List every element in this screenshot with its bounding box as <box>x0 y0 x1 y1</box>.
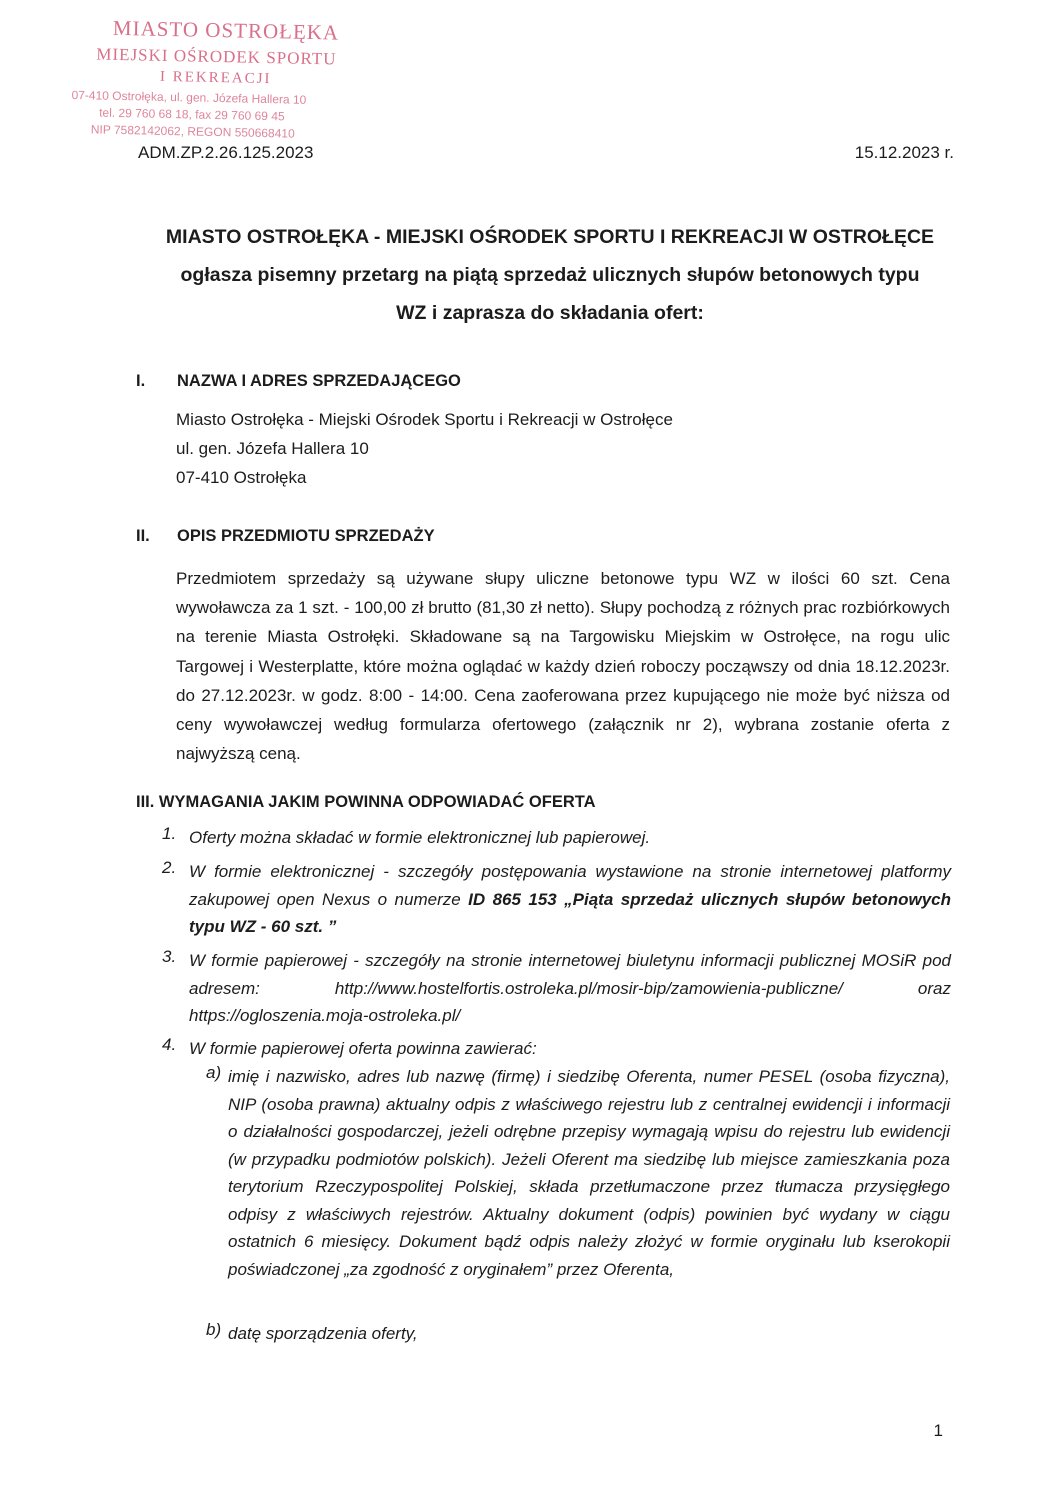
stamp-line: tel. 29 760 68 18, fax 29 760 69 45 <box>99 105 285 124</box>
page-number: 1 <box>933 1421 943 1440</box>
page-title-line: WZ i zaprasza do składania ofert: <box>396 302 704 324</box>
list-number: 3. <box>162 947 177 966</box>
section-number: I. <box>136 372 146 390</box>
sub-list-text: imię i nazwisko, adres lub nazwę (firmę) i siedzibę Oferenta, numer PESEL (osoba fizyczna), NIP (osoba prawna) aktualny odpis z właściwego rejestru lub z centralnej ewidencji i informacji o działalności gospodarczej, jeżeli odrębne przepisy wymagają wpisu do rejestru lub ewidencji (w przypadku podmiotów polskich). Jeżeli Oferent ma siedzibę lub miejsce zamieszkania poza terytorium Rzeczypospolitej Polskiej, składa przetłumaczone przez tłumacza przysięgłego odpisy z właściwych rejestrów. Aktualny dokument (odpis) powinien być wydany w ciągu ostatnich 6 miesięcy. Dokument bądź odpis należy złożyć w formie oryginału lub kserokopii poświadczonej „za zgodność z oryginałem” przez Oferenta, <box>228 1067 950 1279</box>
seller-city: 07-410 Ostrołęka <box>176 468 307 487</box>
tender-id: ID 865 153 „Piąta sprzedaż ulicznych słupów betonowych typu WZ - 60 szt. ” <box>189 889 951 936</box>
sub-list-letter: a) <box>206 1063 222 1082</box>
section-heading: III. WYMAGANIA JAKIM POWINNA ODPOWIADAĆ OFERTA <box>136 793 596 811</box>
stamp-line: 07-410 Ostrołęka, ul. gen. Józefa Hallera 10 <box>71 87 307 107</box>
reference-number: ADM.ZP.2.26.125.2023 <box>138 143 314 162</box>
list-text: W formie papierowej - szczegóły na stronie internetowej biuletynu informacji publicznej MOSiR pod adresem: http://www.hostelfortis.ostroleka.pl/mosir-bip/zamowienia-publiczne/ oraz https://ogloszenia.moja-ostroleka.pl/ <box>189 951 951 1025</box>
section-heading: OPIS PRZEDMIOTU SPRZEDAŻY <box>177 527 435 545</box>
list-number: 1. <box>162 824 177 843</box>
stamp-line: NIP 7582142062, REGON 550668410 <box>90 122 295 141</box>
institution-stamp <box>61 9 374 140</box>
document-date: 15.12.2023 r. <box>854 143 954 162</box>
sale-description: Przedmiotem sprzedaży są używane słupy uliczne betonowe typu WZ w ilości 60 szt. Cena wywoławcza za 1 szt. - 100,00 zł brutto (81,30 zł netto). Słupy pochodzą z różnych prac rozbiórkowych na terenie Miasta Ostrołęki. Składowane są na Targowisku Miejskim w Ostrołęce, na rogu ulic Targowej i Westerplatte, które można oglądać w każdy dzień roboczy począwszy od dnia 18.12.2023r. do 27.12.2023r. w godz. 8:00 - 14:00. Cena zaoferowana przez kupującego nie może być niższa od ceny wywoławczej według formularza ofertowego (załącznik nr 2), wybrana zostanie oferta z najwyższą ceną. <box>176 569 950 764</box>
seller-street: ul. gen. Józefa Hallera 10 <box>176 439 369 458</box>
stamp-line: I REKREACJI <box>159 68 272 88</box>
list-number: 4. <box>162 1035 177 1054</box>
page-title: MIASTO OSTROŁĘKA - MIEJSKI OŚRODEK SPORTU I REKREACJI W OSTROŁĘCE <box>165 226 935 248</box>
section-heading: NAZWA I ADRES SPRZEDAJĄCEGO <box>177 372 461 390</box>
stamp-line: MIASTO OSTROŁĘKA <box>112 15 340 45</box>
sub-list-text: datę sporządzenia oferty, <box>228 1324 418 1343</box>
list-text: Oferty można składać w formie elektronicznej lub papierowej. <box>189 828 651 847</box>
stamp-line: MIEJSKI OŚRODEK SPORTU <box>96 44 337 69</box>
sub-list-letter: b) <box>206 1320 222 1339</box>
page-title-line: ogłasza pisemny przetarg na piątą sprzedaż ulicznych słupów betonowych typu <box>180 264 920 286</box>
section-number: II. <box>136 527 150 545</box>
seller-name: Miasto Ostrołęka - Miejski Ośrodek Sportu i Rekreacji w Ostrołęce <box>176 410 673 429</box>
list-text: W formie papierowej oferta powinna zawierać: <box>189 1039 537 1058</box>
list-text: W formie elektronicznej - szczegóły postępowania wystawione na stronie internetowej platformy zakupowej open Nexus o numerze ID 865 153 „Piąta sprzedaż ulicznych słupów betonowych typu WZ - 60 szt. ” <box>189 862 951 936</box>
list-number: 2. <box>162 858 177 877</box>
